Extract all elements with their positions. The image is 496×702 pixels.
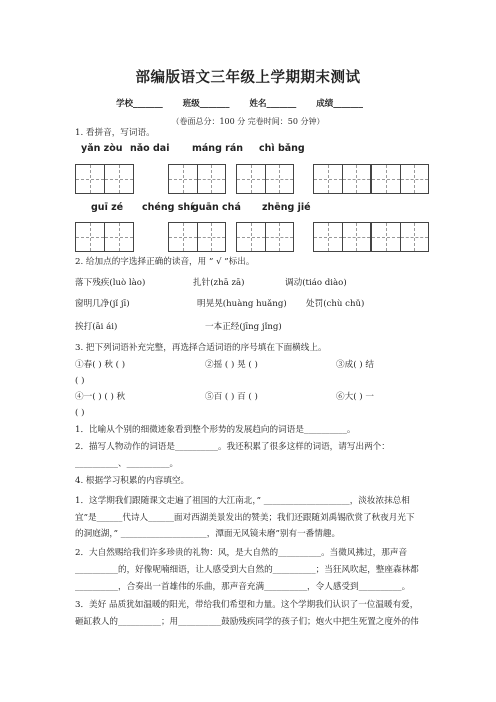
q1-pinyin: yǎn zòu xyxy=(81,143,123,154)
q2-option[interactable]: 挨打(āi ái) xyxy=(75,322,118,332)
q2-option[interactable]: 落下残疾(luò lào) xyxy=(75,278,146,288)
page-title: 部编版语文三年级上学期期末测试 xyxy=(135,70,361,86)
q4-text: 砸缸救人的__________；用__________鼓励残疾同学的孩子们；炮火中把生死置之度外的伟 xyxy=(75,617,419,627)
q3-text[interactable]: __________、__________。 xyxy=(75,459,179,469)
q1-pinyin: máng rán xyxy=(192,143,244,154)
character-box[interactable] xyxy=(75,222,134,252)
q2-option[interactable]: 一本正经(jīng jǐng) xyxy=(205,322,282,332)
q1-pinyin: guī zé xyxy=(91,202,124,213)
character-box[interactable] xyxy=(313,164,371,194)
q3-text: 1．比喻从个别的细微迹象看到整个形势的发展趋向的词语是__________。 xyxy=(75,425,356,435)
q3-word[interactable]: ⑤百 ( ) 百 ( ) xyxy=(205,392,258,402)
character-box[interactable] xyxy=(371,164,429,194)
character-box[interactable] xyxy=(313,222,371,252)
q1-pinyin: zhēng jié xyxy=(262,202,311,213)
q2-option[interactable]: 处罚(chù chǔ) xyxy=(306,299,365,309)
q3-word[interactable]: ( ) xyxy=(75,408,85,418)
q3-word[interactable]: ②摇 ( ) 晃 ( ) xyxy=(205,360,258,370)
character-box[interactable] xyxy=(236,222,294,252)
name-field[interactable]: 姓名_______ xyxy=(249,99,297,109)
character-box[interactable] xyxy=(168,222,226,252)
q2-option[interactable]: 窗明几净(jǐ jī) xyxy=(75,299,130,309)
q3-text: 2．描写人物动作的词语是__________。我还积累了很多这样的词语，请写出两个： xyxy=(75,442,390,452)
class-field[interactable]: 班级_______ xyxy=(182,99,230,109)
q3-word[interactable]: ⑥大( ) 一 xyxy=(336,392,374,402)
q1-pinyin: nǎo dai xyxy=(130,143,170,154)
score-field[interactable]: 成绩_______ xyxy=(316,99,364,109)
q3-word[interactable]: ①春( ) 秋 ( ) xyxy=(75,360,126,370)
q4-text: 3．美好 品质犹如温暖的阳光，带给我们希望和力量。这个学期我们认识了一位温暖有爱， xyxy=(75,600,419,610)
q4-text: 2．大自然赐给我们许多珍贵的礼物：风，是大自然的__________。当微风拂过，那声音 xyxy=(75,548,408,558)
character-box[interactable] xyxy=(236,164,294,194)
q1-heading: 1. 看拼音，写词语。 xyxy=(75,128,155,138)
q2-heading: 2. 给加点的字选择正确的读音，用 ” √ ”标出。 xyxy=(75,257,255,267)
q4-text: __________的，好像呢喃细语，让人感受到大自然的__________；当狂风吹起，整座森林都 xyxy=(75,565,419,575)
q2-option[interactable]: 明晃晃(huàng huǎng) xyxy=(197,299,287,309)
q3-word[interactable]: ④一( ) ( ) 秋 xyxy=(75,392,126,402)
q1-pinyin: guān chá xyxy=(192,202,241,213)
q4-heading: 4. 根据学习积累的内容填空。 xyxy=(75,476,190,486)
q2-option[interactable]: 扎针(zhā zā) xyxy=(193,278,245,288)
q4-text: 1．这学期我们跟随课文走遍了祖国的大江南北，” ____________________，淡妆浓抹总相 xyxy=(75,496,410,506)
q3-word[interactable]: ( ) xyxy=(75,376,85,386)
q4-text: 宜”是______代诗人______面对西湖美景发出的赞美；我们还跟随刘禹锡欣赏了秋夜月光下 xyxy=(75,513,415,523)
character-box[interactable] xyxy=(168,164,226,194)
q1-pinyin: chì bǎng xyxy=(259,143,305,154)
school-field[interactable]: 学校_______ xyxy=(116,99,163,109)
q4-text: __________，合奏出一首雄伟的乐曲，那声音充满__________，令人感受到__________。 xyxy=(75,582,411,592)
q4-text: 的洞庭湖，” ____________________，潭面无风镜未磨”别有一番情趣。 xyxy=(75,529,341,539)
q3-word[interactable]: ③成( ) 结 xyxy=(336,360,374,370)
q2-option[interactable]: 调动(tiáo diào) xyxy=(285,278,347,288)
exam-subtitle: （卷面总分：100 分 完卷时间：50 分钟） xyxy=(171,117,325,126)
student-info-row xyxy=(116,97,416,109)
character-box[interactable] xyxy=(371,222,429,252)
q3-heading: 3. 把下列词语补充完整，再选择合适词语的序号填在下面横线上。 xyxy=(75,343,327,353)
q1-pinyin: chéng shí xyxy=(142,202,194,213)
